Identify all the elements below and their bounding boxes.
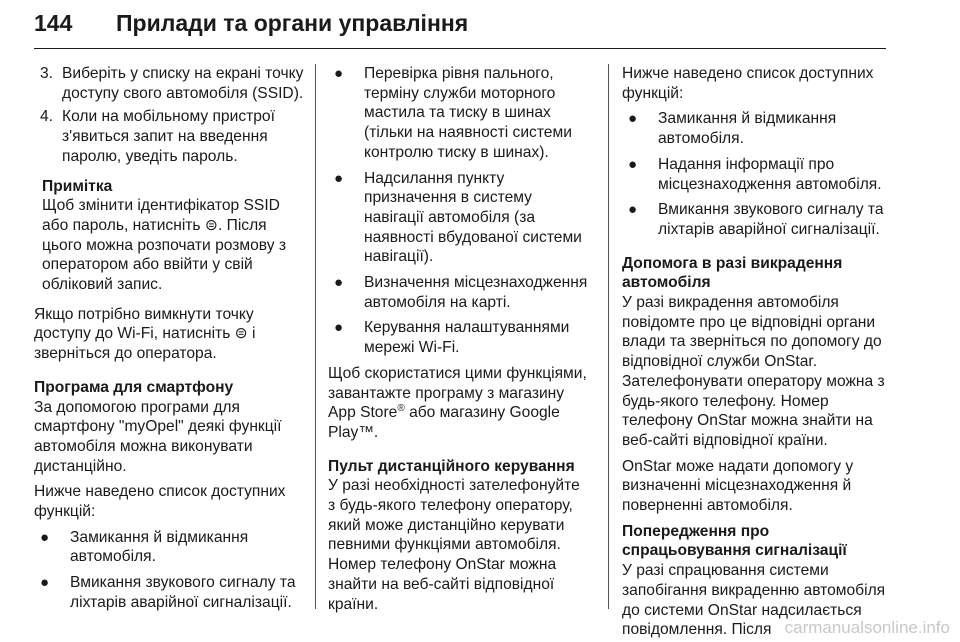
bullet-icon: ● [628, 110, 638, 128]
paragraph-part: або магазину Google Play™. [328, 404, 560, 441]
bullet-text: Вмикання звукового сигналу та ліхтарів аварійної сигналізації. [70, 574, 296, 611]
bullet-item [622, 155, 888, 194]
list-item-4 [34, 107, 304, 166]
list-number: 4. [40, 108, 54, 126]
bullet-item [34, 573, 304, 612]
bullet-item [328, 273, 590, 312]
bullet-text: Замикання й відмикання автомобіля. [658, 110, 837, 148]
bullet-icon: ● [334, 274, 344, 292]
bullet-text: Перевірка рівня пального, терміну служби моторного мастила та тиску в шинах (тільки на наявності системи контролю тиску в шинах). [364, 65, 572, 161]
bullet-icon: ● [334, 319, 344, 337]
list-item-text: Коли на мобільному пристрої з'явиться запит на введення паролю, уведіть пароль. [62, 108, 275, 165]
paragraph: Нижче наведено список доступних функцій: [34, 483, 286, 521]
section-heading: Програма для смартфону [34, 378, 234, 396]
bullet-text: Керування налаштуваннями мережі Wi-Fi. [364, 319, 570, 357]
bullet-text: Вмикання звукового сигналу та ліхтарів аварійної сигналізації. [658, 201, 884, 238]
note-text: Щоб змінити ідентифікатор SSID або пароль, натисніть ⊜. Після цього можна розпочати розмову з оператором або ввійти у свій обліковий запис. [42, 197, 287, 294]
bullet-icon: ● [628, 155, 638, 173]
bullet-item [328, 64, 590, 163]
note-block [34, 177, 304, 295]
column-divider-2 [608, 64, 609, 609]
bullet-text: Надсилання пункту призначення в систему навігації автомобіля (за наявності вбудованої системи навігації). [364, 169, 582, 266]
column-1 [34, 64, 304, 613]
bullet-item [34, 528, 304, 567]
paragraph-part: Щоб скористатися цими функціями, завантажте програму з магазину App Store [328, 364, 587, 422]
paragraph [328, 364, 590, 443]
registered-mark: ® [397, 403, 405, 415]
bullet-text: Замикання й відмикання автомобіля. [70, 528, 249, 566]
column-3 [622, 64, 888, 640]
paragraph: Нижче наведено список доступних функцій: [622, 65, 874, 102]
list-item-text: Виберіть у списку на екрані точку доступу свого автомобіля (SSID). [62, 65, 304, 102]
chapter-title: Прилади та органи управління [116, 10, 469, 36]
bullet-icon: ● [334, 169, 344, 187]
bullet-icon: ● [334, 65, 344, 82]
bullet-item [622, 200, 888, 239]
bullet-icon: ● [40, 528, 50, 546]
page-number: 144 [34, 10, 73, 36]
paragraph: У разі спрацювання системи запобігання викраденню автомобіля до системи OnStar надсилається повідомлення. Після [622, 562, 886, 639]
header-divider [34, 48, 886, 49]
paragraph: У разі викрадення автомобіля повідомте про це відповідні органи влади та зверніться по допомогу до відповідної служби OnStar. Зателефонувати оператору можна з будь-якого телефону. Номер телефону OnStar можна знайти на веб-сайті відповідної країни. [622, 294, 885, 449]
paragraph: У разі необхідності зателефонуйте з будь-якого телефону оператору, який може дистанційно керувати певними функціями автомобіля. Номер телефону OnStar можна знайти на веб-сайті відповідної країни. [328, 477, 580, 613]
bullet-text: Надання інформації про місцезнаходження автомобіля. [658, 155, 882, 193]
note-title: Примітка [42, 177, 113, 195]
column-divider-1 [315, 64, 316, 609]
bullet-item [328, 318, 590, 357]
list-number: 3. [40, 65, 54, 82]
paragraph: Якщо потрібно вимкнути точку доступу до Wi-Fi, натисніть ⊜ і зверніться до оператора. [34, 305, 256, 363]
list-item-3 [34, 64, 304, 103]
section-heading: Пульт дистанційного керування [328, 457, 575, 475]
column-2 [328, 64, 590, 614]
watermark: carmanualsonline.info [784, 618, 950, 637]
bullet-item [328, 169, 590, 268]
paragraph: За допомогою програми для смартфону "myOpel" деякі функції автомобіля можна виконувати дистанційно. [34, 398, 282, 475]
bullet-text: Визначення місцезнаходження автомобіля на карті. [364, 274, 588, 311]
bullet-icon: ● [40, 574, 50, 592]
bullet-icon: ● [628, 201, 638, 219]
paragraph: OnStar може надати допомогу у визначенні місцезнаходження й поверненні автомобіля. [622, 457, 854, 515]
section-heading: Допомога в разі викрадення автомобіля [622, 254, 843, 292]
section-heading: Попередження про спрацьовування сигналізації [622, 522, 847, 560]
page-header [34, 10, 924, 50]
bullet-item [622, 109, 888, 148]
